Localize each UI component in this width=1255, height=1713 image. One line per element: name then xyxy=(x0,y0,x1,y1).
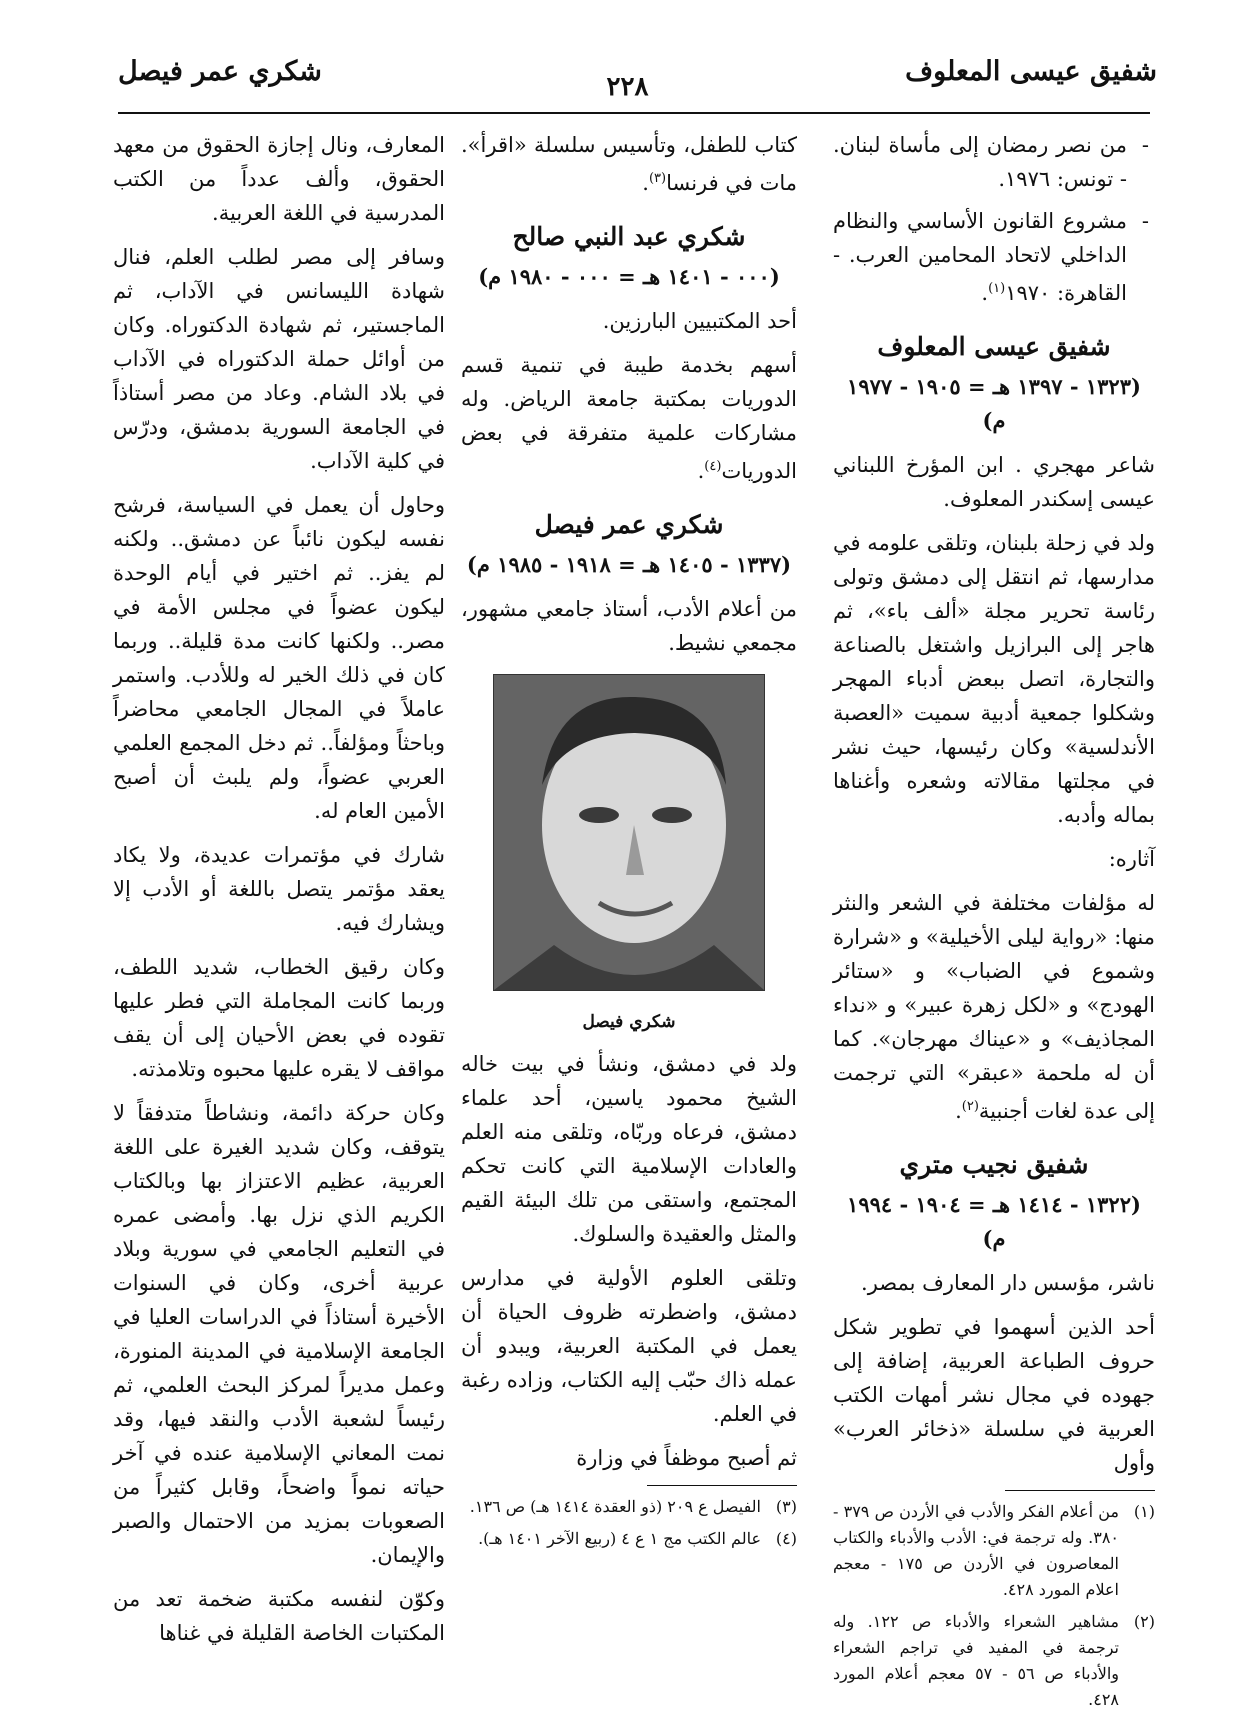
footnote-number: (٢) xyxy=(1133,1612,1155,1631)
bullet-text: من نصر رمضان إلى مأساة لبنان. - تونس: ١٩٧٦. xyxy=(833,133,1127,191)
works-label: آثاره: xyxy=(1108,847,1155,871)
paragraph: ولد في دمشق، ونشأ في بيت خاله الشيخ محمود ياسين، أحد علماء دمشق، فرعاه وربّاه، وتلقى منه العلم والعادات الإسلامية التي كانت تحكم المجتمع، واستقى من تلك البيئة القيم والمثل والعقيدة والسلوك. xyxy=(461,1052,797,1246)
page-number: ٢٢٨ xyxy=(606,72,649,102)
photo-caption: شكري فيصل xyxy=(582,1012,676,1032)
paragraph: شارك في مؤتمرات عديدة، ولا يكاد يعقد مؤتمر يتصل باللغة أو الأدب إلا ويشارك فيه. xyxy=(113,843,445,935)
header-rule xyxy=(118,112,1150,114)
paragraph: وحاول أن يعمل في السياسة، فرشح نفسه ليكون نائباً عن دمشق.. ولكنه لم يفز.. ثم اختير في أيام الوحدة ليكون عضواً في مجلس الأمة في مصر.. ولكنها كانت مدة قليلة.. وربما كان في ذلك الخير له وللأدب. واستمر عاملاً في المجال الجامعي محاضراً وباحثاً ومؤلفاً.. ثم دخل المجمع العلمي العربي عضواً، ولم يلبث أن أصبح الأمين العام له. xyxy=(113,493,445,823)
paragraph: له مؤلفات مختلفة في الشعر والنثر منها: «رواية ليلى الأخيلية» و «شرارة وشموع في الضباب» و «ستائر الهودج» و «لكل زهرة عبير» و «نداء المجاذيف» و «عيناك مهرجان». كما أن له ملحمة «عبقر» التي ترجمت إلى عدة لغات أجنبية$^{(٢)}$. xyxy=(833,891,1155,1123)
paragraph: أحد الذين أسهموا في تطوير شكل حروف الطباعة العربية، إضافة إلى جهوده في مجال نشر أمهات الكتب العربية في سلسلة «ذخائر العرب» وأول xyxy=(833,1315,1155,1475)
footnote-ref: (٣) xyxy=(648,171,667,186)
footnote-ref: (٤) xyxy=(704,459,722,474)
paragraph-text: كتاب للطفل، وتأسيس سلسلة «اقرأ». مات في فرنسا xyxy=(461,133,797,195)
paragraph: أحد المكتبيين البارزين. xyxy=(602,309,797,333)
footnote xyxy=(833,1609,1155,1713)
portrait-illustration xyxy=(494,675,764,990)
footnote-text: مشاهير الشعراء والأدباء ص ١٢٢. وله ترجمة في المفيد في تراجم الشعراء والأدباء ص ٥٦ - ٥٧ معجم أعلام المورد ٤٢٨. xyxy=(833,1612,1120,1709)
entry-dates: (١٣٢٣ - ١٣٩٧ هـ = ١٩٠٥ - ١٩٧٧ م) xyxy=(847,374,1141,433)
footnote-text: الفيصل ع ٢٠٩ (ذو العقدة ١٤١٤ هـ) ص ١٣٦. xyxy=(469,1497,761,1516)
column-left xyxy=(113,128,445,1645)
entry-dates: (١٣٣٧ - ١٤٠٥ هـ = ١٩١٨ - ١٩٨٥ م) xyxy=(466,552,792,577)
footnote-number: (٤) xyxy=(775,1529,797,1548)
footnote-text: عالم الكتب مج ١ ع ٤ (ربيع الآخر ١٤٠١ هـ). xyxy=(478,1529,761,1548)
entry-title: شفيق عيسى المعلوف xyxy=(877,332,1111,361)
list-item: - مشروع القانون الأساسي والنظام الداخلي لاتحاد المحامين العرب. - القاهرة: ١٩٧٠$^{(١)}$. xyxy=(833,204,1155,310)
footnote xyxy=(833,1499,1155,1603)
paragraph: وتلقى العلوم الأولية في مدارس دمشق، واضطرته ظروف الحياة أن يعمل في المكتبة العربية، ويبدو أن عمله ذاك حبّب إليه الكتاب، وزاده رغبة في العلم. xyxy=(461,1266,797,1426)
paragraph: وكان حركة دائمة، ونشاطاً متدفقاً لا يتوقف، وكان شديد الغيرة على اللغة العربية، عظيم الاعتزاز بها وبالكتاب الكريم الذي نزل بها. وأمضى عمره في التعليم الجامعي في سورية وبلاد عربية أخرى، وكان في السنوات الأخيرة أستاذاً في الدراسات العليا في الجامعة الإسلامية في المدينة المنورة، وعمل مديراً لمركز البحث العلمي، ثم رئيساً لشعبة الأدب والنقد فيها، وقد نمت المعاني الإسلامية عنده في آخر حياته نمواً واضحاً، وقابل كثيراً من الصعوبات بمزيد من الاحتمال والصبر والإيمان. xyxy=(113,1101,445,1567)
paragraph-text: له مؤلفات مختلفة في الشعر والنثر منها: «رواية ليلى الأخيلية» و «شرارة وشموع في الضباب» و «ستائر الهودج» و «لكل زهرة عبير» و «نداء المجاذيف» و «عيناك مهرجان». كما أن له ملحمة «عبقر» التي ترجمت إلى عدة لغات أجنبية xyxy=(833,891,1155,1123)
column-middle xyxy=(461,128,797,1618)
paragraph: كتاب للطفل، وتأسيس سلسلة «اقرأ». مات في فرنسا$^{(٣)}$. xyxy=(461,133,797,195)
entry-dates: (٠٠٠ - ١٤٠١ هـ = ٠٠٠ - ١٩٨٠ م) xyxy=(478,264,780,289)
paragraph: وكوّن لنفسه مكتبة ضخمة تعد من المكتبات الخاصة القليلة في غناها xyxy=(113,1587,445,1645)
footnote xyxy=(461,1494,797,1520)
paragraph: أسهم بخدمة طيبة في تنمية قسم الدوريات بمكتبة جامعة الرياض. وله مشاركات علمية متفرقة في بعض الدوريات$^{(٤)}$. xyxy=(461,353,797,483)
paragraph: وكان رقيق الخطاب، شديد اللطف، وربما كانت المجاملة التي فطر عليها تقوده في بعض الأحيان إلى أن يقف مواقف لا يقره عليها محبوه وتلامذته. xyxy=(113,955,445,1081)
footnote-number: (٣) xyxy=(775,1497,797,1516)
paragraph-text: أسهم بخدمة طيبة في تنمية قسم الدوريات بمكتبة جامعة الرياض. وله مشاركات علمية متفرقة في بعض الدوريات xyxy=(461,353,797,483)
paragraph: شاعر مهجري . ابن المؤرخ اللبناني عيسى إسكندر المعلوف. xyxy=(833,453,1155,511)
column-right xyxy=(832,128,1155,1709)
paragraph: من أعلام الأدب، أستاذ جامعي مشهور، مجمعي نشيط. xyxy=(461,597,797,655)
portrait-photo xyxy=(493,674,765,991)
footnote xyxy=(461,1526,797,1552)
paragraph: ثم أصبح موظفاً في وزارة xyxy=(576,1446,797,1470)
portrait-figure xyxy=(461,674,797,1001)
footnote-number: (١) xyxy=(1133,1502,1155,1521)
paragraph: المعارف، ونال إجازة الحقوق من معهد الحقوق، وألف عدداً من الكتب المدرسية في اللغة العربية. xyxy=(113,133,445,225)
footnote-rule xyxy=(1005,1490,1155,1491)
footnote-text: من أعلام الفكر والأدب في الأردن ص ٣٧٩ - ٣٨٠. وله ترجمة في: الأدب والأدباء والكتاب المعاصرون في الأردن ص ١٧٥ - معجم اعلام المورد ٤٢٨. xyxy=(833,1502,1120,1599)
footnote-ref: (٢) xyxy=(961,1099,979,1114)
entry-title: شكري عمر فيصل xyxy=(534,510,724,539)
entry-title: شفيق نجيب متري xyxy=(899,1150,1089,1179)
running-header-left: شكري عمر فيصل xyxy=(118,56,322,87)
running-header-right: شفيق عيسى المعلوف xyxy=(905,56,1157,87)
paragraph: وسافر إلى مصر لطلب العلم، فنال شهادة الليسانس في الآداب، ثم الماجستير، ثم شهادة الدكتوراه. وكان من أوائل حملة الدكتوراه في الآداب في بلاد الشام. وعاد من مصر أستاذاً في الجامعة السورية بدمشق، ودرّس في كلية الآداب. xyxy=(113,245,445,473)
entry-dates: (١٣٢٢ - ١٤١٤ هـ = ١٩٠٤ - ١٩٩٤ م) xyxy=(847,1192,1141,1251)
entry-title: شكري عبد النبي صالح xyxy=(512,222,746,251)
paragraph: ناشر، مؤسس دار المعارف بمصر. xyxy=(861,1271,1155,1295)
paragraph: ولد في زحلة بلبنان، وتلقى علومه في مدارسها، ثم انتقل إلى دمشق وتولى رئاسة تحرير مجلة «ألف باء»، ثم هاجر إلى البرازيل واشتغل بالصناعة والتجارة، اتصل ببعض أدباء المهجر وشكلوا جمعية أدبية سميت «العصبة الأندلسية» وكان رئيسها، حيث نشر في مجلتها مقالاته وشعره وأغناها بماله وأدبه. xyxy=(832,531,1155,827)
list-item xyxy=(833,128,1155,196)
bullet-text: مشروع القانون الأساسي والنظام الداخلي لاتحاد المحامين العرب. - القاهرة: ١٩٧٠ xyxy=(833,209,1127,305)
footnote-ref: (١) xyxy=(988,281,1006,296)
footnote-rule xyxy=(647,1485,797,1486)
